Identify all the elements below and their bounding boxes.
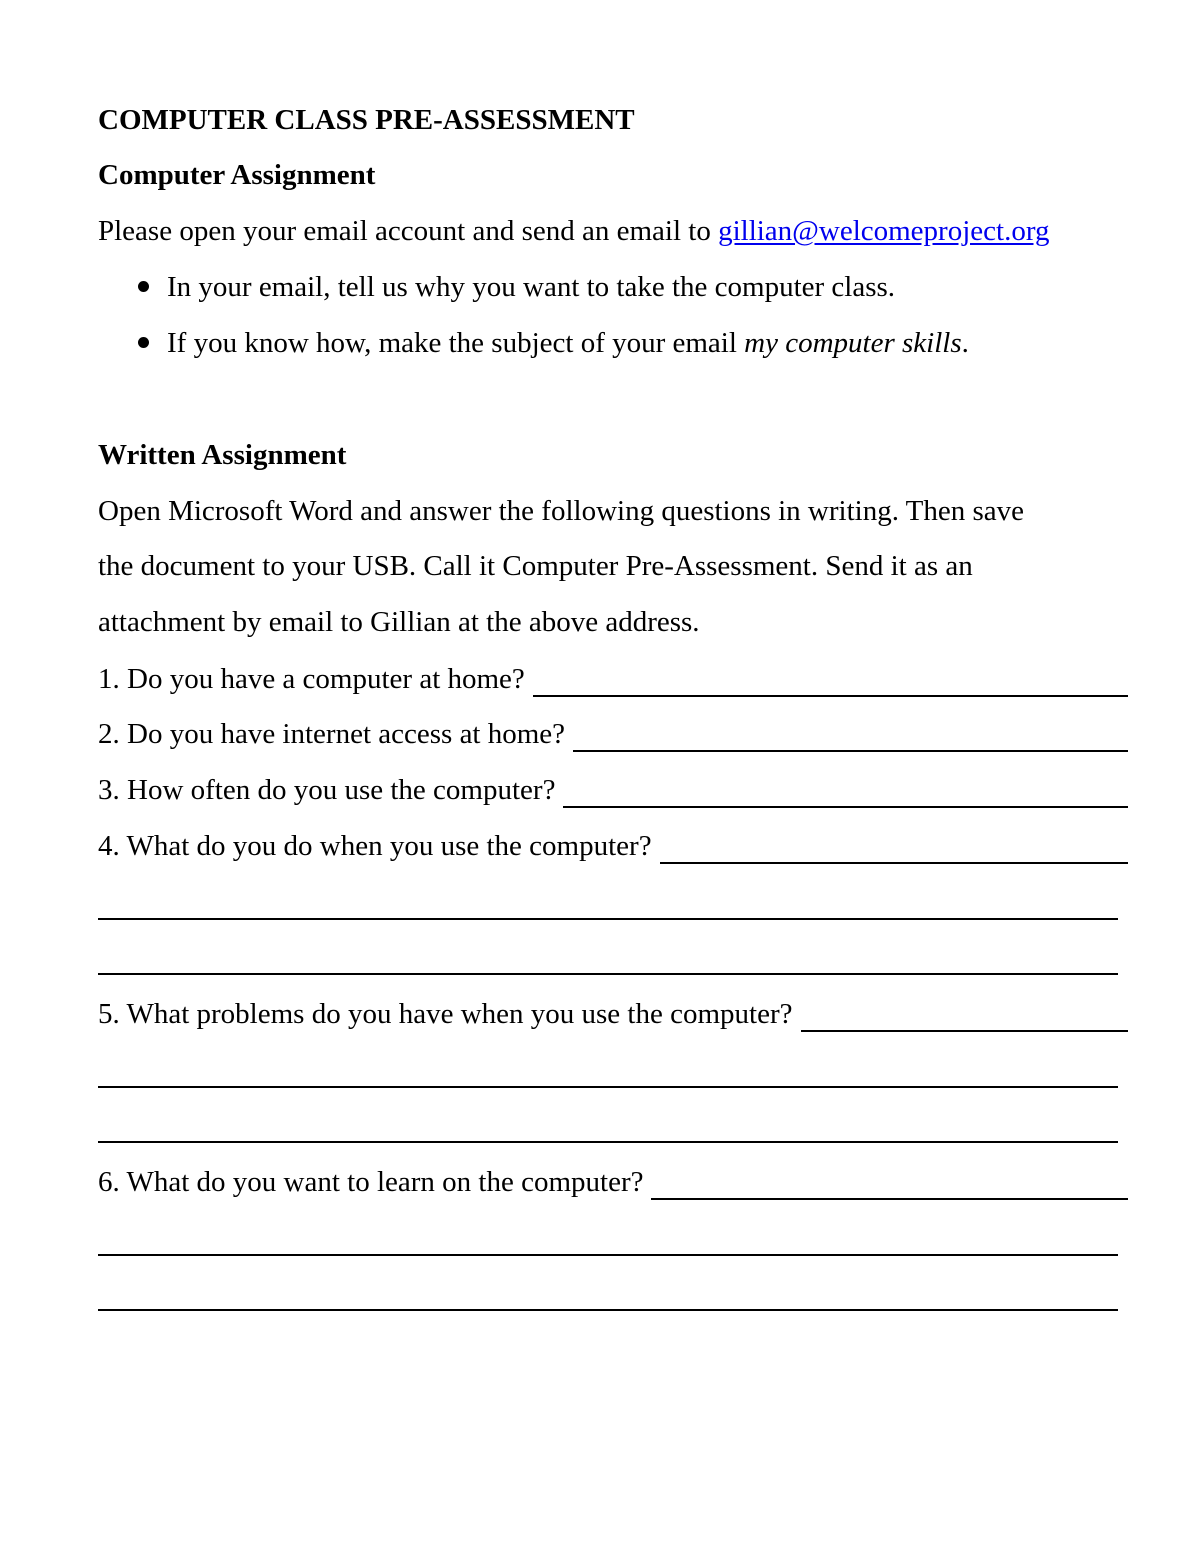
answer-blank[interactable] — [801, 1001, 1129, 1032]
question-text: 4. What do you do when you use the computer? — [98, 830, 652, 862]
question-text: 1. Do you have a computer at home? — [98, 663, 525, 695]
answer-line[interactable] — [98, 1086, 1118, 1088]
document-title: COMPUTER CLASS PRE-ASSESSMENT — [98, 104, 635, 136]
bullet-text-before: If you know how, make the subject of your email — [167, 327, 745, 359]
question-row — [98, 772, 1128, 808]
answer-line[interactable] — [98, 918, 1118, 920]
email-link[interactable]: gillian@welcomeproject.org — [718, 215, 1050, 247]
instruction-line: the document to your USB. Call it Computer Pre-Assessment. Send it as an — [98, 550, 973, 582]
answer-blank[interactable] — [533, 666, 1128, 697]
answer-blank[interactable] — [651, 1169, 1128, 1200]
computer-assignment-heading: Computer Assignment — [98, 159, 376, 191]
instruction-line: attachment by email to Gillian at the above address. — [98, 606, 700, 638]
bullet-text: In your email, tell us why you want to take the computer class. — [167, 271, 896, 303]
answer-line[interactable] — [98, 1141, 1118, 1143]
bullet-icon — [138, 281, 149, 292]
answer-blank[interactable] — [573, 721, 1128, 752]
bullet-text-after: . — [961, 327, 969, 359]
instruction-line: Open Microsoft Word and answer the following questions in writing. Then save — [98, 495, 1025, 527]
intro-text: Please open your email account and send an email to — [98, 215, 719, 247]
answer-line[interactable] — [98, 1254, 1118, 1256]
bullet-italic-subject: my computer skills — [744, 327, 962, 359]
question-row — [98, 716, 1128, 752]
question-row — [98, 828, 1128, 864]
bullet-icon — [138, 337, 149, 348]
answer-blank[interactable] — [660, 833, 1128, 864]
question-row — [98, 1164, 1128, 1200]
bullet-item-subject — [138, 325, 969, 361]
question-row — [98, 996, 1128, 1032]
question-text: 2. Do you have internet access at home? — [98, 718, 566, 750]
answer-line[interactable] — [98, 1309, 1118, 1311]
question-text: 6. What do you want to learn on the computer? — [98, 1166, 644, 1198]
computer-assignment-intro — [98, 213, 1049, 249]
answer-blank[interactable] — [563, 777, 1128, 808]
document-page — [98, 0, 1128, 1553]
bullet-item-reason — [138, 269, 895, 305]
question-text: 3. How often do you use the computer? — [98, 774, 556, 806]
written-assignment-heading: Written Assignment — [98, 439, 347, 471]
question-text: 5. What problems do you have when you use the computer? — [98, 998, 793, 1030]
answer-line[interactable] — [98, 973, 1118, 975]
question-row — [98, 661, 1128, 697]
